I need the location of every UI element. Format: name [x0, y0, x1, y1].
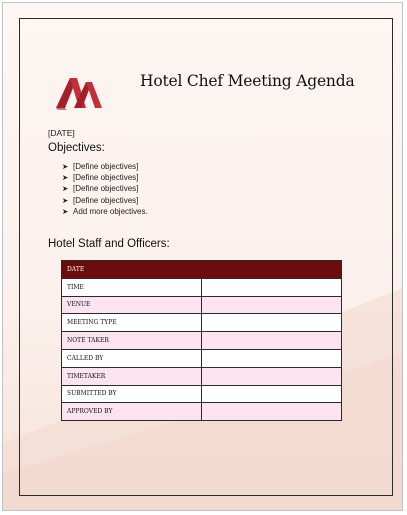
table-label-cell: SUBMITTED BY: [62, 385, 202, 403]
list-item: [62, 161, 148, 172]
table-row: [62, 403, 342, 421]
table-label-cell: MEETING TYPE: [62, 314, 202, 332]
table-value-cell[interactable]: [202, 314, 342, 332]
objective-text: [Define objectives]: [73, 162, 139, 171]
marriott-m-logo: [50, 70, 110, 112]
table-row: [62, 296, 342, 314]
objectives-list: [62, 161, 148, 217]
table-label-cell: NOTE TAKER: [62, 332, 202, 350]
table-row: [62, 278, 342, 296]
objectives-heading: Objectives:: [48, 142, 105, 154]
table-row: [62, 385, 342, 403]
table-label-cell: APPROVED BY: [62, 403, 202, 421]
date-placeholder: [DATE]: [48, 128, 75, 138]
arrowhead-bullet-icon: ➤: [62, 162, 69, 171]
table-value-cell[interactable]: [202, 367, 342, 385]
table-value-cell[interactable]: [202, 261, 342, 279]
table-value-cell[interactable]: [202, 349, 342, 367]
table-label-cell: DATE: [62, 261, 202, 279]
table-label-cell: CALLED BY: [62, 349, 202, 367]
objective-text: Add more objectives.: [73, 206, 148, 216]
list-item: [62, 206, 148, 217]
arrowhead-bullet-icon: ➤: [62, 195, 69, 205]
table-row: [62, 332, 342, 350]
list-item: [62, 172, 148, 183]
list-item: [62, 195, 148, 206]
table-value-cell[interactable]: [202, 332, 342, 350]
table-value-cell[interactable]: [202, 278, 342, 296]
table-label-cell: VENUE: [62, 296, 202, 314]
table-row: [62, 314, 342, 332]
staff-heading: Hotel Staff and Officers:: [48, 238, 170, 250]
table-row: [62, 349, 342, 367]
arrowhead-bullet-icon: ➤: [62, 173, 69, 183]
staff-table: [61, 260, 342, 421]
table-label-cell: TIME: [62, 278, 202, 296]
table-value-cell[interactable]: [202, 403, 342, 421]
page-title: Hotel Chef Meeting Agenda: [140, 72, 355, 90]
table-value-cell[interactable]: [202, 296, 342, 314]
arrowhead-bullet-icon: ➤: [62, 206, 69, 216]
list-item: [62, 183, 148, 194]
table-row: [62, 367, 342, 385]
table-label-cell: TIMETAKER: [62, 367, 202, 385]
arrowhead-bullet-icon: ➤: [62, 184, 69, 194]
table-value-cell[interactable]: [202, 385, 342, 403]
objective-text: [Define objectives]: [73, 195, 139, 205]
table-row: [62, 261, 342, 279]
objective-text: [Define objectives]: [73, 184, 139, 194]
objective-text: [Define objectives]: [73, 173, 139, 183]
